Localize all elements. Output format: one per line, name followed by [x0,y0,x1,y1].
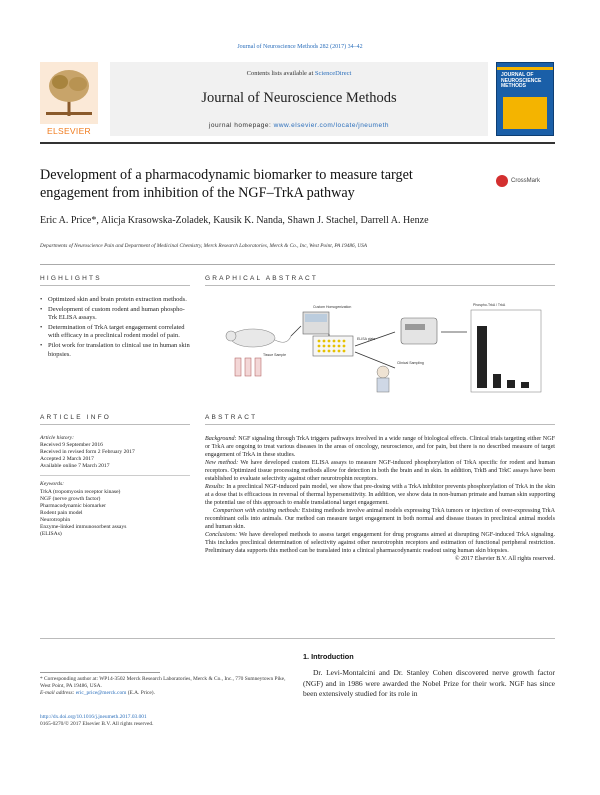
contents-prefix: Contents lists available at [246,70,315,77]
keyword-item: TrkA (tropomyosin receptor kinase) [40,488,121,495]
graphical-abstract-figure [205,296,555,396]
masthead-rule [40,142,555,144]
elsevier-tree-icon [40,62,98,124]
new-method-label: New method: [205,460,239,466]
results-text: In a preclinical NGF-induced pain model, we show that pre-dosing with a TrkA inhibitor prevents phosphorylation of TrkA in the skin at a dose that is efficacious in reversal of thermal hypersensitivity. In addition, we show data in non-human primate and human skin supporting the potential use of this approach to enable translational target engagement. [205,484,555,506]
crossmark-label: CrossMark [511,178,541,184]
highlights-rule [40,285,190,286]
keyword-item: Neurotrophin [40,516,71,523]
affiliation: Departments of Neuroscience Pain and Department of Medicinal Chemistry, Merck Research Laboratories, Merck & Co., Inc, West Point, PA 19486, USA [40,243,368,249]
new-method-text: We have developed custom ELISA assays to measure NGF-induced phosphorylation of TrkA specific for rodent and human receptors. Optimized tissue processing methods allow for detection in both the brain and in skin. In addition, TrkB and TrkC assays have been established to evaluate selectivity against other neurotrophin receptors. [205,460,555,482]
abstract-background [205,435,555,459]
background-text: NGF signaling through TrkA triggers pathways involved in a wide range of biological effects. Clinical trials targeting either NGF or TrkA are ongoing to treat various diseases in the areas of oncology, neuroscience, and for pain, but there is no described measure of target engagement of TrkA in these studies. [205,436,555,458]
plate-reader-illustration [401,318,437,344]
email-prefix: E-mail address: [40,690,76,696]
abstract-heading: ABSTRACT [205,414,258,421]
contents-line [110,70,488,77]
running-head[interactable]: Journal of Neuroscience Methods 282 (2017) 34–42 [237,44,363,50]
article-info-block [40,435,190,538]
clinical-sampling-illustration [377,366,389,392]
cover-title: JOURNAL OF NEUROSCIENCE METHODS [501,72,542,89]
abstract-bottom-rule [40,638,555,639]
results-label: Results: [205,484,225,490]
tissue-sample-tubes [235,358,261,376]
conclusions-label: Conclusions: [205,532,238,538]
keywords-label: Keywords: [40,481,65,488]
author-list: Eric A. Price*, Alicja Krasowska-Zoladek, Kausik K. Nanda, Shawn J. Stachel, Darrell A. Henze [40,215,429,226]
crossmark-button[interactable] [496,174,554,188]
history-label: Article history: [40,435,75,441]
comparison-label: Comparison with existing methods: [213,508,301,514]
journal-masthead [110,62,488,136]
comparison-text: Existing methods involve animal models expressing TrkA tumors or injection of over-expressing TrkA recombinant cells into animals. Our method can measure target engagement in both normal and disease tissues in preclinical animal models and human skin. [205,508,555,530]
sciencedirect-link[interactable]: ScienceDirect [314,70,352,77]
bar-chart-illustration [471,310,541,392]
homepage-prefix: journal homepage: [208,122,274,129]
highlight-item: • Determination of TrkA target engagement correlated with efficacy in a preclinical rodent model of pain. [40,324,190,341]
history-item: Received in revised form 2 February 2017 [40,449,135,456]
keyword-item: Enzyme-linked immunosorbent assays [40,524,127,531]
abstract-new-method [205,459,555,483]
homogenizer-illustration [303,312,329,334]
footnote-rule [40,672,160,673]
article-info-divider [40,475,190,476]
graphical-abstract-heading: GRAPHICAL ABSTRACT [205,275,319,282]
article-info-heading: ARTICLE INFO [40,414,112,421]
background-label: Background: [205,436,237,442]
publisher-name: ELSEVIER [47,126,91,136]
highlights-heading: HIGHLIGHTS [40,275,102,282]
history-item: Accepted 2 March 2017 [40,456,94,463]
journal-cover [496,62,554,136]
corresponding-author: * Corresponding author at: WP14-3502 Merck Research Laboratories, Merck & Co., Inc., 770 Sumneytown Pike, West Point, PA 19486, USA. [40,676,286,689]
highlight-item: • Pilot work for translation to clinical use in human skin biopsies. [40,342,190,359]
doi-link[interactable]: http://dx.doi.org/10.1016/j.jneumeth.2017.03.001 [40,714,147,720]
keyword-item: NGF (nerve growth factor) [40,495,101,502]
mouse-illustration [226,329,291,347]
email-link[interactable]: eric_price@merck.com [75,690,127,696]
header-divider [40,264,555,265]
history-item: Received 9 September 2016 [40,442,103,449]
article-title: Development of a pharmacodynamic biomarker to measure target engagement from inhibition of the NGF–TrkA pathway [40,167,413,201]
footnote [40,676,290,697]
ga-label-chart: Phospho-TrkA / TrkA [473,303,506,307]
abstract-conclusions [205,531,555,555]
keyword-item: Rodent pain model [40,509,83,516]
keyword-item: Pharmacodynamic biomarker [40,502,107,509]
ga-label-top: Custom Homogenization [313,305,352,309]
keyword-item: (ELISAs) [40,531,62,538]
article-info-rule [40,424,190,425]
journal-title: Journal of Neuroscience Methods [201,90,397,106]
ga-label-tissue: Tissue Sample [263,353,287,357]
journal-homepage [110,122,488,129]
highlights-list [40,296,190,360]
ga-label-clinical: Clinical Sampling [397,361,424,365]
cover-band [497,67,553,70]
abstract-results [205,483,555,507]
elsevier-logo [40,62,98,136]
abstract-rule [205,424,555,425]
introduction-text: Dr. Levi-Montalcini and Dr. Stanley Cohen discovered nerve growth factor (NGF) and in 1986 were awarded the Nobel Prize for their work. NGF has since been extensively studied for its role in [303,668,555,699]
graphical-abstract-rule [205,285,555,286]
crossmark-icon [496,175,508,187]
issn-line: 0165-0270/© 2017 Elsevier B.V. All rights reserved. [40,721,154,728]
homepage-link[interactable]: www.elsevier.com/locate/jneumeth [273,122,389,129]
conclusions-text: We have developed methods to assess target engagement for drug programs aimed at disrupting NGF-induced TrkA signaling. This includes preclinical determination of selectivity against other neurotrophin receptors and estimation of functional peripheral restriction. Preliminary data supports this method can be translated into a clinical pharmacodynamic readout using human skin biopsies. [205,532,555,554]
highlight-item: • Development of custom rodent and human phospho-Trk ELISA assays. [40,306,190,323]
abstract-copyright: © 2017 Elsevier B.V. All rights reserved. [454,556,555,562]
introduction-heading: 1. Introduction [303,652,354,661]
history-item: Available online 7 March 2017 [40,463,110,470]
doi-block [40,714,290,729]
elisa-plate-illustration [313,336,353,356]
email-suffix: (E.A. Price). [126,690,155,696]
email-line [40,690,290,697]
highlight-item: • Optimized skin and brain protein extraction methods. [40,296,190,305]
cover-image [503,97,547,129]
abstract-body [205,435,555,563]
graphical-abstract-svg [205,296,555,396]
ga-label-plate: ELISA plate [357,337,376,341]
abstract-comparison [205,507,555,531]
